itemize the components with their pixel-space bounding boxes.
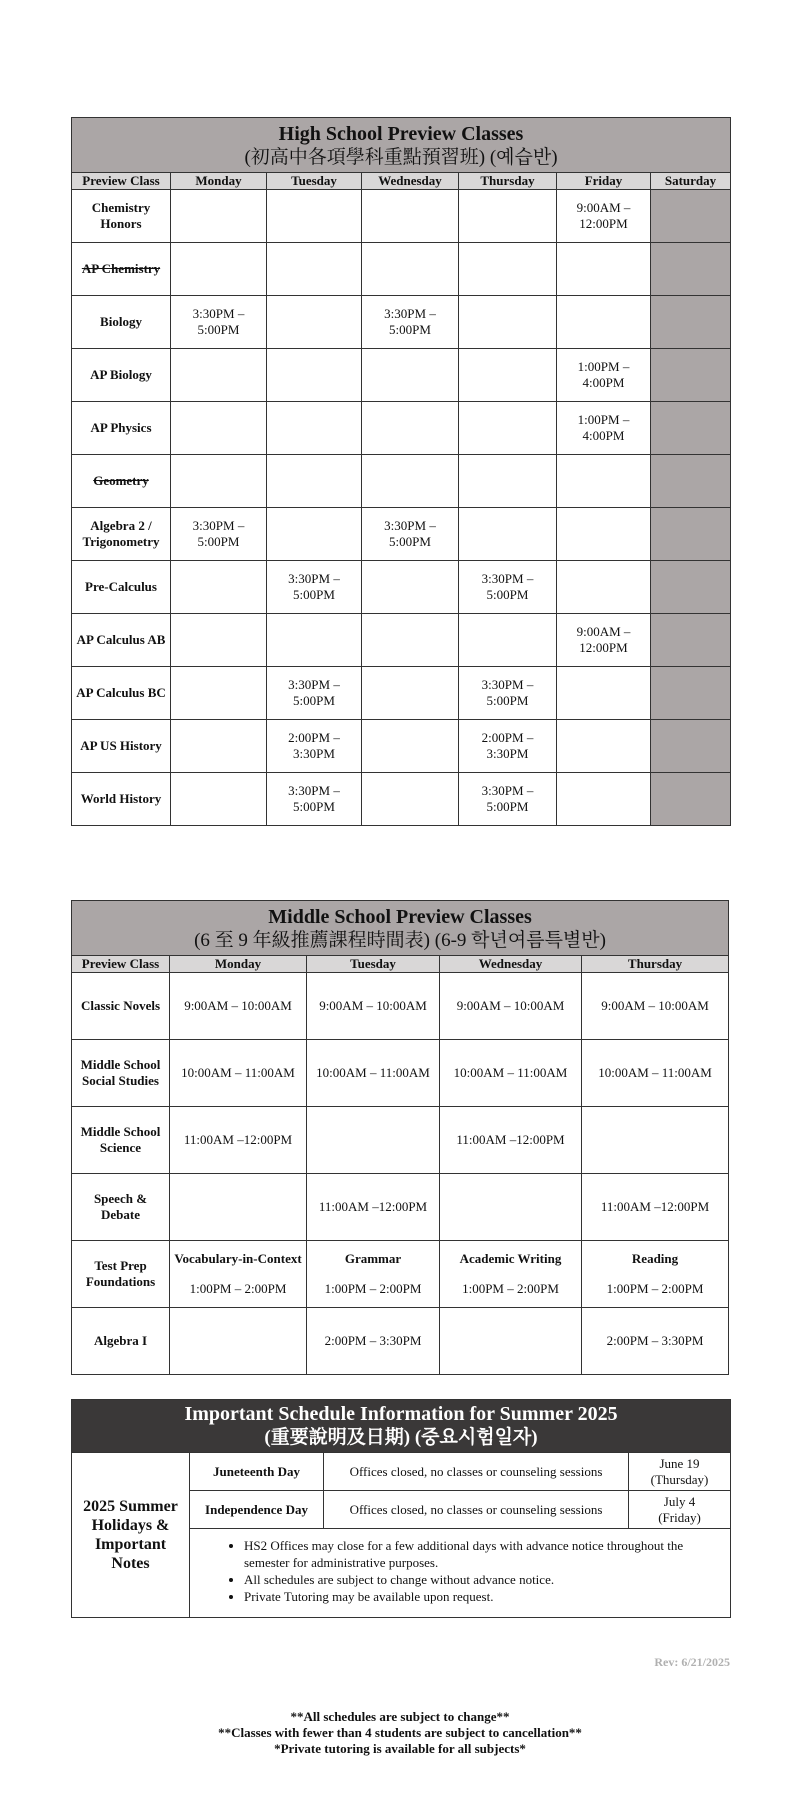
saturday-cell <box>651 667 731 720</box>
session-time: 2:00PM – 3:30PM <box>324 1333 422 1348</box>
course-name: Test Prep Foundations <box>72 1241 170 1308</box>
schedule-cell <box>557 561 651 614</box>
session-time: 11:00AM –12:00PM <box>600 1199 710 1214</box>
schedule-cell: 3:30PM – 5:00PM <box>267 561 362 614</box>
course-name: AP Biology <box>72 349 171 402</box>
schedule-cell: 3:30PM – 5:00PM <box>362 296 459 349</box>
column-header: Wednesday <box>440 956 582 973</box>
table-row <box>72 508 731 561</box>
schedule-cell: 2:00PM – 3:30PM <box>459 720 557 773</box>
schedule-cell <box>362 402 459 455</box>
course-name: Chemistry Honors <box>72 190 171 243</box>
session-time: 9:00AM – 10:00AM <box>456 998 565 1013</box>
table-row <box>72 243 731 296</box>
high-school-title: High School Preview Classes <box>278 123 524 145</box>
holiday-date-value: June 19 <box>659 1455 700 1471</box>
schedule-cell <box>171 243 267 296</box>
note-item: • HS2 Offices may close for a few additional days with advance notice throughout the semester for administrative purposes. <box>244 1537 720 1571</box>
holiday-weekday: (Thursday) <box>650 1471 709 1487</box>
saturday-cell <box>651 402 731 455</box>
schedule-cell: 2:00PM – 3:30PM <box>267 720 362 773</box>
session-time: 1:00PM – 2:00PM <box>324 1281 422 1296</box>
session-time: 9:00AM – 10:00AM <box>184 998 292 1013</box>
schedule-cell: 3:30PM – 5:00PM <box>171 296 267 349</box>
session-time: 11:00AM –12:00PM <box>183 1132 293 1147</box>
middle-school-header-row <box>72 956 729 973</box>
schedule-cell <box>170 1241 307 1308</box>
high-school-header-row <box>72 173 731 190</box>
schedule-cell <box>557 508 651 561</box>
schedule-cell <box>557 667 651 720</box>
notes-list <box>220 1537 720 1605</box>
course-name: Middle School Social Studies <box>72 1040 170 1107</box>
session-time: 10:00AM – 11:00AM <box>598 1065 712 1080</box>
course-name: AP Calculus AB <box>72 614 171 667</box>
high-school-subtitle: (初高中各項學科重點預習班) (예습반) <box>244 147 558 168</box>
holiday-name: Independence Day <box>190 1491 324 1529</box>
table-row <box>72 1308 729 1375</box>
course-name: Middle School Science <box>72 1107 170 1174</box>
table-row <box>72 1174 729 1241</box>
holiday-name: Juneteenth Day <box>190 1453 324 1491</box>
session-label: Academic Writing <box>459 1251 562 1266</box>
schedule-cell <box>362 720 459 773</box>
course-name: Algebra I <box>72 1308 170 1375</box>
session-label: Reading <box>631 1251 679 1266</box>
session-time: 2:00PM – 3:30PM <box>606 1333 704 1348</box>
schedule-cell: 9:00AM – 12:00PM <box>557 190 651 243</box>
schedule-cell <box>171 773 267 826</box>
table-row <box>72 455 731 508</box>
table-row <box>72 1040 729 1107</box>
session-time: 11:00AM –12:00PM <box>456 1132 565 1147</box>
schedule-cell <box>362 455 459 508</box>
middle-school-title-cell <box>72 901 729 956</box>
schedule-cell: 3:30PM – 5:00PM <box>459 773 557 826</box>
schedule-cell <box>267 508 362 561</box>
saturday-cell <box>651 773 731 826</box>
table-row <box>72 720 731 773</box>
holiday-description: Offices closed, no classes or counseling sessions <box>324 1491 629 1529</box>
schedule-cell <box>267 243 362 296</box>
schedule-cell <box>459 402 557 455</box>
holidays-section-label: 2025 Summer Holidays & Important Notes <box>72 1453 190 1618</box>
schedule-cell <box>459 614 557 667</box>
holiday-description: Offices closed, no classes or counseling sessions <box>324 1453 629 1491</box>
schedule-cell <box>440 1174 582 1241</box>
schedule-cell: 3:30PM – 5:00PM <box>267 773 362 826</box>
column-header: Preview Class <box>72 956 170 973</box>
schedule-cell <box>557 773 651 826</box>
schedule-cell <box>582 1308 729 1375</box>
table-row <box>72 561 731 614</box>
course-name: AP US History <box>72 720 171 773</box>
footer-notes <box>0 1709 800 1757</box>
table-row <box>72 973 729 1040</box>
schedule-cell <box>171 402 267 455</box>
table-row <box>72 349 731 402</box>
schedule-cell <box>459 455 557 508</box>
table-row <box>72 296 731 349</box>
column-header: Friday <box>557 173 651 190</box>
table-row <box>72 614 731 667</box>
table-row <box>72 190 731 243</box>
schedule-cell <box>170 1308 307 1375</box>
footer-line: **All schedules are subject to change** <box>290 1709 510 1724</box>
schedule-cell <box>267 455 362 508</box>
holiday-row <box>72 1453 731 1491</box>
schedule-cell <box>171 667 267 720</box>
schedule-cell <box>267 614 362 667</box>
schedule-cell <box>267 349 362 402</box>
course-name: Biology <box>72 296 171 349</box>
saturday-cell <box>651 455 731 508</box>
notes-cell <box>190 1529 731 1618</box>
schedule-cell <box>459 190 557 243</box>
note-item: • Private Tutoring may be available upon request. <box>244 1588 720 1605</box>
schedule-cell <box>362 773 459 826</box>
session-time: 1:00PM – 2:00PM <box>462 1281 559 1296</box>
schedule-cell <box>171 614 267 667</box>
table-row <box>72 667 731 720</box>
schedule-cell <box>459 243 557 296</box>
saturday-cell <box>651 296 731 349</box>
schedule-cell: 3:30PM – 5:00PM <box>267 667 362 720</box>
course-name: AP Physics <box>72 402 171 455</box>
session-time: 9:00AM – 10:00AM <box>319 998 427 1013</box>
session-time: 9:00AM – 10:00AM <box>601 998 709 1013</box>
high-school-schedule-table <box>71 117 731 826</box>
session-label: Vocabulary-in-Context <box>174 1251 302 1266</box>
schedule-cell <box>459 296 557 349</box>
schedule-cell: 1:00PM – 4:00PM <box>557 349 651 402</box>
middle-school-title: Middle School Preview Classes <box>268 906 532 928</box>
revision-date: Rev: 6/21/2025 <box>654 1655 730 1669</box>
schedule-cell <box>171 349 267 402</box>
schedule-cell <box>440 1040 582 1107</box>
course-name: Geometry <box>72 455 171 508</box>
course-name: Pre-Calculus <box>72 561 171 614</box>
column-header: Thursday <box>582 956 729 973</box>
schedule-cell <box>362 190 459 243</box>
schedule-cell <box>267 402 362 455</box>
schedule-cell <box>171 190 267 243</box>
schedule-cell: 3:30PM – 5:00PM <box>171 508 267 561</box>
important-info-table <box>71 1399 731 1618</box>
schedule-cell <box>582 1107 729 1174</box>
schedule-cell <box>170 1107 307 1174</box>
schedule-cell <box>440 1308 582 1375</box>
session-time: 10:00AM – 11:00AM <box>181 1065 295 1080</box>
table-row <box>72 1241 729 1308</box>
saturday-cell <box>651 190 731 243</box>
holiday-date <box>629 1453 731 1491</box>
column-header: Preview Class <box>72 173 171 190</box>
holiday-weekday: (Friday) <box>658 1509 701 1525</box>
schedule-cell <box>170 1174 307 1241</box>
column-header: Monday <box>170 956 307 973</box>
schedule-cell <box>557 455 651 508</box>
schedule-cell <box>362 243 459 296</box>
column-header: Monday <box>171 173 267 190</box>
schedule-cell <box>267 190 362 243</box>
schedule-cell: 9:00AM – 12:00PM <box>557 614 651 667</box>
schedule-cell <box>557 720 651 773</box>
table-row <box>72 1107 729 1174</box>
column-header: Thursday <box>459 173 557 190</box>
session-time: 11:00AM –12:00PM <box>318 1199 428 1214</box>
schedule-cell <box>362 667 459 720</box>
saturday-cell <box>651 508 731 561</box>
schedule-cell <box>440 1241 582 1308</box>
column-header: Tuesday <box>307 956 440 973</box>
footer-line: **Classes with fewer than 4 students are subject to cancellation** <box>218 1725 582 1740</box>
middle-school-schedule-table <box>71 900 729 1375</box>
schedule-cell <box>557 243 651 296</box>
schedule-cell: 1:00PM – 4:00PM <box>557 402 651 455</box>
schedule-cell <box>171 455 267 508</box>
schedule-cell <box>171 720 267 773</box>
saturday-cell <box>651 349 731 402</box>
schedule-cell <box>267 296 362 349</box>
schedule-cell <box>557 296 651 349</box>
column-header: Saturday <box>651 173 731 190</box>
schedule-cell <box>459 508 557 561</box>
session-time: 10:00AM – 11:00AM <box>316 1065 430 1080</box>
course-name: Algebra 2 / Trigonometry <box>72 508 171 561</box>
course-name: Speech & Debate <box>72 1174 170 1241</box>
schedule-cell: 3:30PM – 5:00PM <box>459 561 557 614</box>
schedule-cell <box>459 349 557 402</box>
schedule-cell <box>307 1174 440 1241</box>
saturday-cell <box>651 561 731 614</box>
schedule-cell <box>170 1040 307 1107</box>
table-row <box>72 773 731 826</box>
saturday-cell <box>651 614 731 667</box>
schedule-cell <box>582 1174 729 1241</box>
course-name: Classic Novels <box>72 973 170 1040</box>
schedule-cell <box>171 561 267 614</box>
note-item: • All schedules are subject to change without advance notice. <box>244 1571 720 1588</box>
schedule-cell <box>582 1040 729 1107</box>
schedule-cell <box>307 1040 440 1107</box>
schedule-cell <box>307 973 440 1040</box>
saturday-cell <box>651 243 731 296</box>
session-label: Grammar <box>344 1251 402 1266</box>
schedule-cell: 3:30PM – 5:00PM <box>459 667 557 720</box>
info-title-cell <box>72 1400 731 1453</box>
schedule-cell <box>307 1308 440 1375</box>
schedule-cell <box>582 973 729 1040</box>
session-time: 10:00AM – 11:00AM <box>453 1065 568 1080</box>
saturday-cell <box>651 720 731 773</box>
schedule-cell <box>170 973 307 1040</box>
table-row <box>72 402 731 455</box>
middle-school-subtitle: (6 至 9 年級推薦課程時間表) (6-9 학년여름특별반) <box>194 930 606 951</box>
session-time: 1:00PM – 2:00PM <box>606 1281 704 1296</box>
schedule-cell <box>440 1107 582 1174</box>
schedule-cell <box>362 561 459 614</box>
high-school-title-cell <box>72 118 731 173</box>
column-header: Wednesday <box>362 173 459 190</box>
footer-line: *Private tutoring is available for all subjects* <box>274 1741 526 1756</box>
schedule-cell <box>362 349 459 402</box>
schedule-cell <box>307 1107 440 1174</box>
schedule-cell: 3:30PM – 5:00PM <box>362 508 459 561</box>
holiday-date-value: July 4 <box>663 1493 696 1509</box>
schedule-cell <box>582 1241 729 1308</box>
info-subtitle: (重要說明及日期) (중요시험일자) <box>264 1427 538 1448</box>
holiday-date <box>629 1491 731 1529</box>
schedule-cell <box>440 973 582 1040</box>
session-time: 1:00PM – 2:00PM <box>189 1281 287 1296</box>
info-title: Important Schedule Information for Summer 2025 <box>184 1403 618 1425</box>
schedule-cell <box>307 1241 440 1308</box>
course-name: AP Calculus BC <box>72 667 171 720</box>
schedule-cell <box>362 614 459 667</box>
course-name: AP Chemistry <box>72 243 171 296</box>
course-name: World History <box>72 773 171 826</box>
column-header: Tuesday <box>267 173 362 190</box>
